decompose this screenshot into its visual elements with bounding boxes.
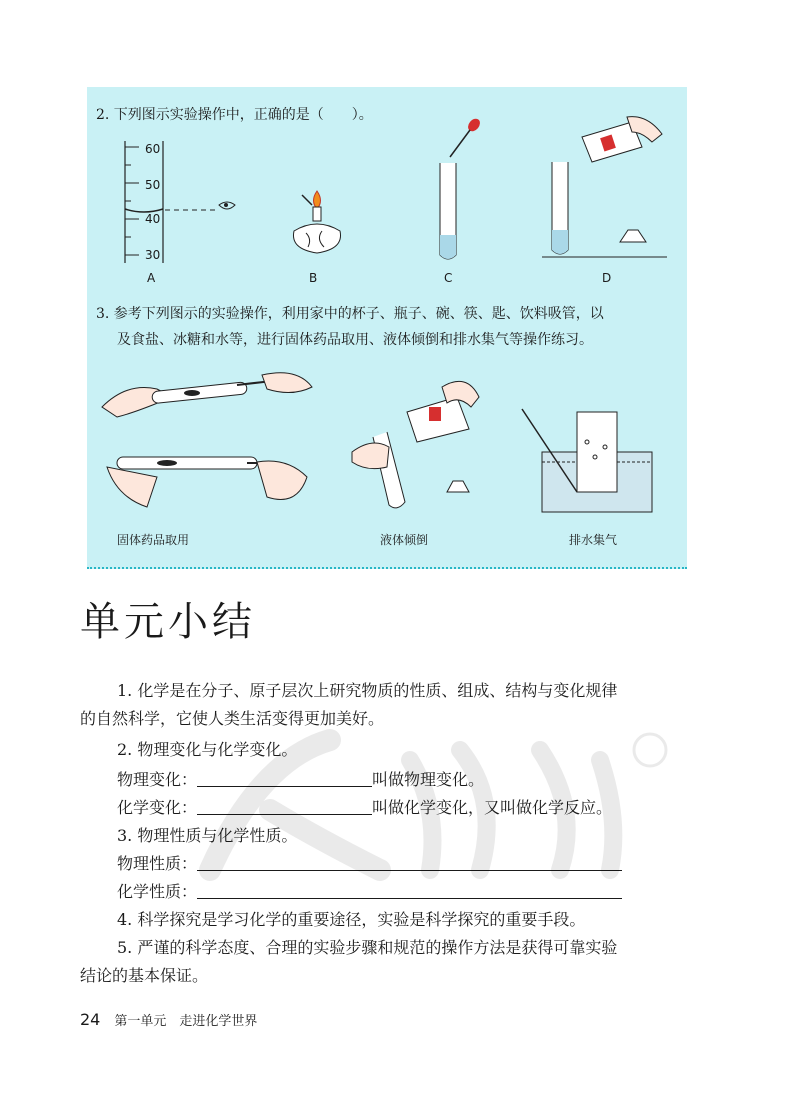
publisher-watermark xyxy=(180,720,680,900)
option-c-label: C xyxy=(444,271,453,285)
option-a-label: A xyxy=(147,271,156,285)
chemical-property-label: 化学性质： xyxy=(117,882,198,901)
summary-point-4: 4. 科学探究是学习化学的重要途径，实验是科学探究的重要手段。 xyxy=(117,910,586,929)
summary-point-5-line-1: 5. 严谨的科学态度、合理的实验步骤和规范的操作方法是获得可靠实验 xyxy=(117,938,618,957)
option-b-label: B xyxy=(309,271,318,285)
tick-label-40: 40 xyxy=(145,212,161,226)
tick-label-50: 50 xyxy=(145,178,161,192)
summary-point-5-line-2: 结论的基本保证。 xyxy=(80,966,209,985)
figure-solid-reagent xyxy=(97,367,317,517)
unit-summary-title: 单元小结 xyxy=(80,599,256,645)
figure-b-alcohol-lamp xyxy=(282,187,352,267)
question-2: 2. 下列图示实验操作中，正确的是（ ）。 xyxy=(96,107,373,123)
label-liquid-pouring: 液体倾倒 xyxy=(380,533,429,547)
chapter-title: 第一单元 走进化学世界 xyxy=(114,1014,258,1029)
exercise-box xyxy=(87,87,687,569)
physical-property-label: 物理性质： xyxy=(117,854,198,873)
chemical-change-label: 化学变化： xyxy=(117,798,198,817)
chemical-change-suffix: 叫做化学变化，又叫做化学反应。 xyxy=(372,798,613,817)
tick-label-60: 60 xyxy=(145,142,161,156)
page-footer xyxy=(80,1010,257,1029)
option-d-label: D xyxy=(602,271,612,285)
page-number: 24 xyxy=(80,1010,101,1029)
label-gas-collection: 排水集气 xyxy=(569,533,618,547)
summary-point-3: 3. 物理性质与化学性质。 xyxy=(117,826,298,845)
physical-change-suffix: 叫做物理变化。 xyxy=(372,770,485,789)
figure-d-pouring xyxy=(542,112,672,262)
figure-liquid-pouring xyxy=(347,367,487,517)
question-3-line-1: 3. 参考下列图示的实验操作，利用家中的杯子、瓶子、碗、筷、匙、饮料吸管，以 xyxy=(96,306,604,322)
summary-point-1-line-2: 的自然科学，它使人类生活变得更加美好。 xyxy=(80,709,385,728)
label-solid-reagent: 固体药品取用 xyxy=(117,533,190,547)
figure-gas-collection xyxy=(517,407,667,517)
summary-point-1-line-1: 1. 化学是在分子、原子层次上研究物质的性质、组成、结构与变化规律 xyxy=(117,681,618,700)
tick-label-30: 30 xyxy=(145,248,161,262)
question-3-line-2: 及食盐、冰糖和水等，进行固体药品取用、液体倾倒和排水集气等操作练习。 xyxy=(117,332,593,348)
summary-point-2: 2. 物理变化与化学变化。 xyxy=(117,740,298,759)
figure-a-cylinder xyxy=(117,137,247,267)
figure-c-dropper xyxy=(432,117,482,267)
physical-change-label: 物理变化： xyxy=(117,770,198,789)
